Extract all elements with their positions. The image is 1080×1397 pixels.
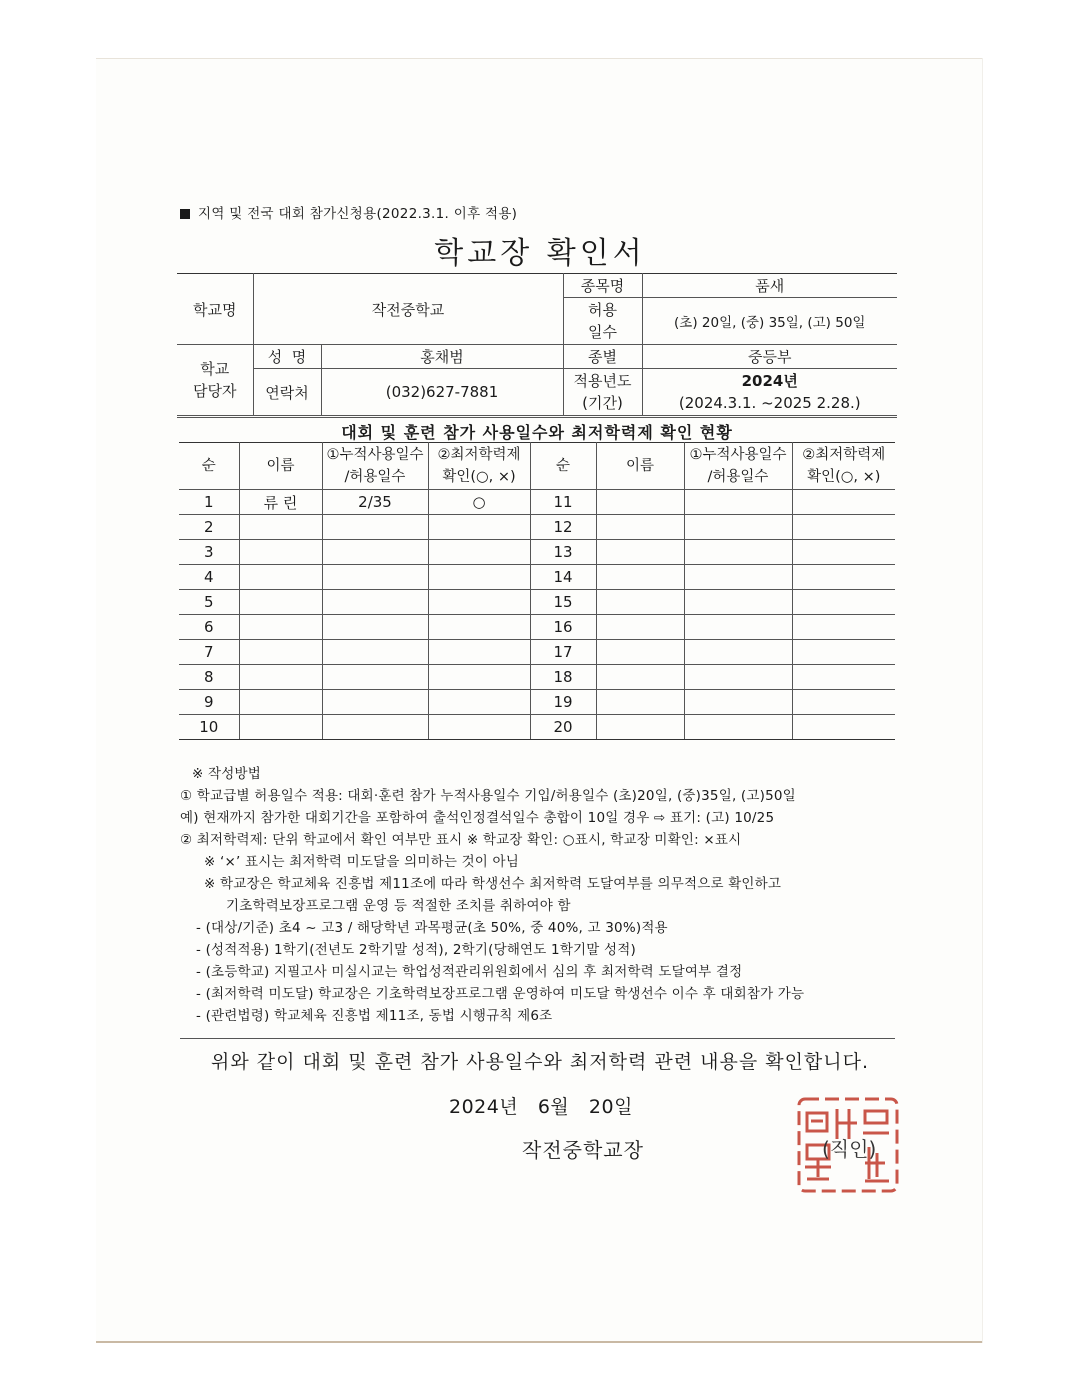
allowed-label-1: 허용	[588, 301, 617, 319]
allowed-label-2: 일수	[588, 323, 617, 341]
period-value: (2024.3.1. ~2025 2.28.)	[678, 394, 861, 412]
cell-name-right	[596, 715, 684, 740]
cell-min-left	[428, 540, 530, 565]
detail-5: - (관련법령) 학교체육 진흥법 제11조, 동법 시행규칙 제6조	[196, 1008, 553, 1024]
detail-2: - (성적적용) 1학기(전년도 2학기말 성적), 2학기(당해연도 1학기말 성적)	[196, 942, 636, 958]
cell-days-right	[684, 715, 792, 740]
note-2: ② 최저학력제: 단위 학교에서 확인 여부만 표시 ※ 학교장 확인: ○표시, 학교장 미확인: ×표시	[180, 832, 742, 848]
cell-min-right	[792, 515, 895, 540]
note-2c: 기초학력보장프로그램 운영 등 적절한 조치를 취하여야 함	[226, 898, 571, 914]
cell-no-right: 16	[530, 615, 596, 640]
cell-min-left	[428, 665, 530, 690]
cell-min-right	[792, 715, 895, 740]
cell-no-right: 13	[530, 540, 596, 565]
table-row	[179, 540, 895, 565]
cell-days-left	[322, 590, 428, 615]
cell-name-left	[239, 590, 322, 615]
cell-name-right	[596, 640, 684, 665]
detail-1: - (대상/기준) 초4 ~ 고3 / 해당학년 과목평균(초 50%, 중 40%, 고 30%)적용	[196, 920, 668, 936]
cell-no-left: 3	[179, 540, 239, 565]
allowed-days-value: (초) 20일, (중) 35일, (고) 50일	[642, 298, 897, 345]
school-name: 작전중학교	[253, 274, 563, 345]
cell-min-right	[792, 640, 895, 665]
cell-no-right: 15	[530, 590, 596, 615]
cell-min-right	[792, 540, 895, 565]
document-title: 학교장 확인서	[434, 236, 646, 271]
header-min-left	[428, 443, 530, 490]
cell-min-right	[792, 690, 895, 715]
cell-no-right: 20	[530, 715, 596, 740]
cell-min-left	[428, 615, 530, 640]
cell-days-right	[684, 515, 792, 540]
cell-min-right	[792, 565, 895, 590]
year-value: 2024년	[741, 372, 798, 390]
cell-min-left	[428, 715, 530, 740]
cell-min-right	[792, 615, 895, 640]
year-value-cell	[642, 369, 897, 416]
year-label-2: (기간)	[582, 394, 623, 412]
instructions	[180, 763, 900, 1027]
cell-no-left: 2	[179, 515, 239, 540]
cell-name-left	[239, 515, 322, 540]
year-label-1: 적용년도	[573, 372, 632, 390]
cell-no-left: 8	[179, 665, 239, 690]
header-min-1: ②최저학력제	[437, 447, 521, 463]
cell-days-left: 2/35	[322, 490, 428, 515]
cell-name-right	[596, 515, 684, 540]
cell-no-right: 19	[530, 690, 596, 715]
note-1-example: 예) 현재까지 참가한 대회기간을 포함하여 출석인정결석일수 총합이 10일 경우 ⇨ 표기: (고) 10/25	[180, 810, 775, 826]
header-days-2: /허용일수	[344, 469, 406, 485]
header-note-text: 지역 및 전국 대회 참가신청용(2022.3.1. 이후 적용)	[198, 206, 518, 222]
table-row	[179, 715, 895, 740]
note-2b: ※ 학교장은 학교체육 진흥법 제11조에 따라 학생선수 최저학력 도달여부를 의무적으로 확인하고	[204, 876, 782, 892]
name-value: 홍채범	[321, 345, 563, 369]
school-label: 학교명	[177, 274, 253, 345]
header-no-left: 순	[179, 443, 239, 490]
info-table	[177, 273, 897, 416]
cell-no-right: 12	[530, 515, 596, 540]
header-min-2: 확인(○, ×)	[442, 469, 516, 485]
header-days-left	[322, 443, 428, 490]
cell-name-left	[239, 565, 322, 590]
cell-days-left	[322, 665, 428, 690]
year-label	[563, 369, 642, 416]
cell-min-left	[428, 565, 530, 590]
cell-days-right	[684, 615, 792, 640]
cell-no-left: 10	[179, 715, 239, 740]
cell-min-left	[428, 590, 530, 615]
cell-name-left	[239, 615, 322, 640]
cell-min-left	[428, 690, 530, 715]
division-value: 중등부	[642, 345, 897, 369]
table-row	[179, 490, 895, 515]
square-bullet-icon	[180, 209, 190, 219]
cell-name-right	[596, 565, 684, 590]
detail-3: - (초등학교) 지필고사 미실시교는 학업성적관리위원회에서 심의 후 최저학력 도달여부 결정	[196, 964, 743, 980]
cell-days-left	[322, 715, 428, 740]
cell-days-right	[684, 690, 792, 715]
header-days-2: /허용일수	[707, 469, 769, 485]
cell-days-left	[322, 540, 428, 565]
cell-min-right	[792, 665, 895, 690]
cell-no-left: 9	[179, 690, 239, 715]
manager-label-1: 학교	[200, 360, 230, 378]
note-2a: ※ ‘×’ 표시는 최저학력 미도달을 의미하는 것이 아님	[204, 854, 520, 870]
cell-days-right	[684, 590, 792, 615]
cell-name-right	[596, 490, 684, 515]
detail-4: - (최저학력 미도달) 학교장은 기초학력보장프로그램 운영하여 미도달 학생선수 이수 후 대회참가 가능	[196, 986, 805, 1002]
note-1: ① 학교급별 허용일수 적용: 대회·훈련 참가 누적사용일수 기입/허용일수 (초)20일, (중)35일, (고)50일	[180, 788, 796, 804]
seal-label: (직인)	[822, 1137, 877, 1161]
cell-name-right	[596, 690, 684, 715]
header-name-left: 이름	[239, 443, 322, 490]
cell-min-right	[792, 490, 895, 515]
cell-days-left	[322, 690, 428, 715]
cell-days-right	[684, 565, 792, 590]
cell-name-left	[239, 665, 322, 690]
cell-min-left: ○	[428, 490, 530, 515]
table-row	[179, 665, 895, 690]
roster-table	[179, 442, 895, 740]
header-days-1: ①누적사용일수	[689, 447, 787, 463]
header-days-1: ①누적사용일수	[326, 447, 424, 463]
divider	[180, 1038, 895, 1039]
cell-no-left: 7	[179, 640, 239, 665]
cell-no-right: 11	[530, 490, 596, 515]
table-row	[179, 590, 895, 615]
cell-no-left: 4	[179, 565, 239, 590]
table-row	[179, 615, 895, 640]
cell-days-right	[684, 540, 792, 565]
header-name-right: 이름	[596, 443, 684, 490]
header-min-right	[792, 443, 895, 490]
cell-no-right: 14	[530, 565, 596, 590]
event-value: 품새	[642, 274, 897, 298]
cell-name-left	[239, 540, 322, 565]
header-no-right: 순	[530, 443, 596, 490]
cell-name-right	[596, 665, 684, 690]
allowed-days-label	[563, 298, 642, 345]
cell-days-left	[322, 640, 428, 665]
cell-no-right: 17	[530, 640, 596, 665]
cell-name-left	[239, 715, 322, 740]
cell-days-left	[322, 615, 428, 640]
division-label: 종별	[563, 345, 642, 369]
cell-days-left	[322, 515, 428, 540]
table-row	[179, 640, 895, 665]
issue-date: 2024년 6월 20일	[449, 1096, 633, 1118]
event-label: 종목명	[563, 274, 642, 298]
cell-name-left	[239, 690, 322, 715]
contact-value: (032)627-7881	[321, 369, 563, 416]
cell-name-right	[596, 540, 684, 565]
notes-heading: ※ 작성방법	[192, 766, 261, 782]
roster-title: 대회 및 훈련 참가 사용일수와 최저학력제 확인 현황	[177, 417, 897, 443]
cell-min-right	[792, 590, 895, 615]
table-row	[179, 690, 895, 715]
cell-min-left	[428, 640, 530, 665]
principal-name: 작전중학교장	[522, 1138, 644, 1162]
cell-days-left	[322, 565, 428, 590]
cell-no-right: 18	[530, 665, 596, 690]
table-row	[179, 565, 895, 590]
table-row	[179, 515, 895, 540]
manager-label-2: 담당자	[193, 382, 237, 400]
cell-no-left: 1	[179, 490, 239, 515]
cell-days-right	[684, 665, 792, 690]
cell-days-right	[684, 490, 792, 515]
cell-name-right	[596, 590, 684, 615]
cell-name-left: 류 린	[239, 490, 322, 515]
cell-name-left	[239, 640, 322, 665]
cell-no-left: 6	[179, 615, 239, 640]
cell-no-left: 5	[179, 590, 239, 615]
header-min-2: 확인(○, ×)	[807, 469, 881, 485]
header-min-1: ②최저학력제	[802, 447, 886, 463]
cell-name-right	[596, 615, 684, 640]
header-days-right	[684, 443, 792, 490]
cell-days-right	[684, 640, 792, 665]
header-note	[180, 202, 517, 222]
roster-header-row	[179, 443, 895, 490]
contact-label: 연락처	[253, 369, 321, 416]
cell-min-left	[428, 515, 530, 540]
confirmation-statement: 위와 같이 대회 및 훈련 참가 사용일수와 최저학력 관련 내용을 확인합니다.	[210, 1051, 870, 1073]
manager-label	[177, 345, 253, 416]
name-label: 성 명	[253, 345, 321, 369]
